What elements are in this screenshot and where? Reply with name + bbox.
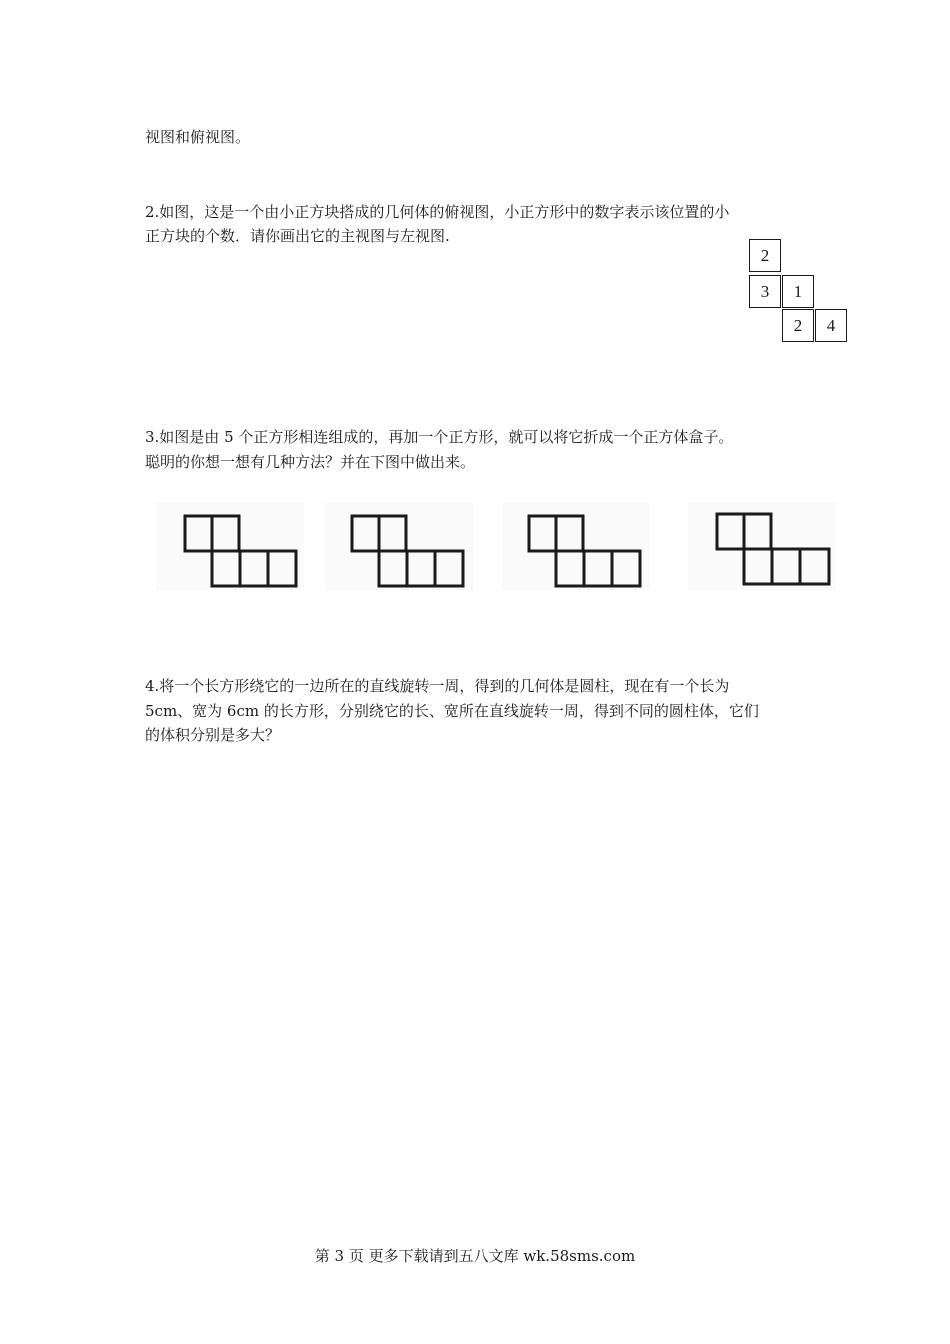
question-3-line-2: 聪明的你想一想有几种方法？并在下图中做出来。 xyxy=(145,453,476,471)
page-footer: 第 3 页 更多下载请到五八文库 wk.58sms.com xyxy=(314,1247,636,1265)
cube-net-figure-4 xyxy=(688,502,836,590)
cube-net-figure-3 xyxy=(502,502,650,590)
cube-net-figure-1 xyxy=(156,502,304,590)
cube-net-figure-2 xyxy=(325,502,473,590)
grid-cell-r1-c0: 3 xyxy=(749,275,781,308)
grid-cell-r0-c0: 2 xyxy=(749,239,781,272)
intro-text: 视图和俯视图。 xyxy=(145,128,251,146)
grid-cell-r2-c1: 2 xyxy=(782,309,814,342)
question-4-line-3: 的体积分别是多大？ xyxy=(145,726,281,744)
grid-cell-r1-c1: 1 xyxy=(782,275,814,308)
question-4-line-1: 4.将一个长方形绕它的一边所在的直线旋转一周，得到的几何体是圆柱，现在有一个长为 xyxy=(145,677,730,695)
grid-cell-r2-c2: 4 xyxy=(815,309,847,342)
question-2-line-2: 正方块的个数．请你画出它的主视图与左视图. xyxy=(145,227,450,245)
question-3-line-1: 3.如图是由 5 个正方形相连组成的，再加一个正方形，就可以将它折成一个正方体盒子。 xyxy=(145,428,734,446)
question-2-line-1: 2.如图，这是一个由小正方块搭成的几何体的俯视图，小正方形中的数字表示该位置的小 xyxy=(145,203,730,221)
question-4-line-2: 5cm、宽为 6cm 的长方形，分别绕它的长、宽所在直线旋转一周，得到不同的圆柱体，它们 xyxy=(145,702,759,720)
